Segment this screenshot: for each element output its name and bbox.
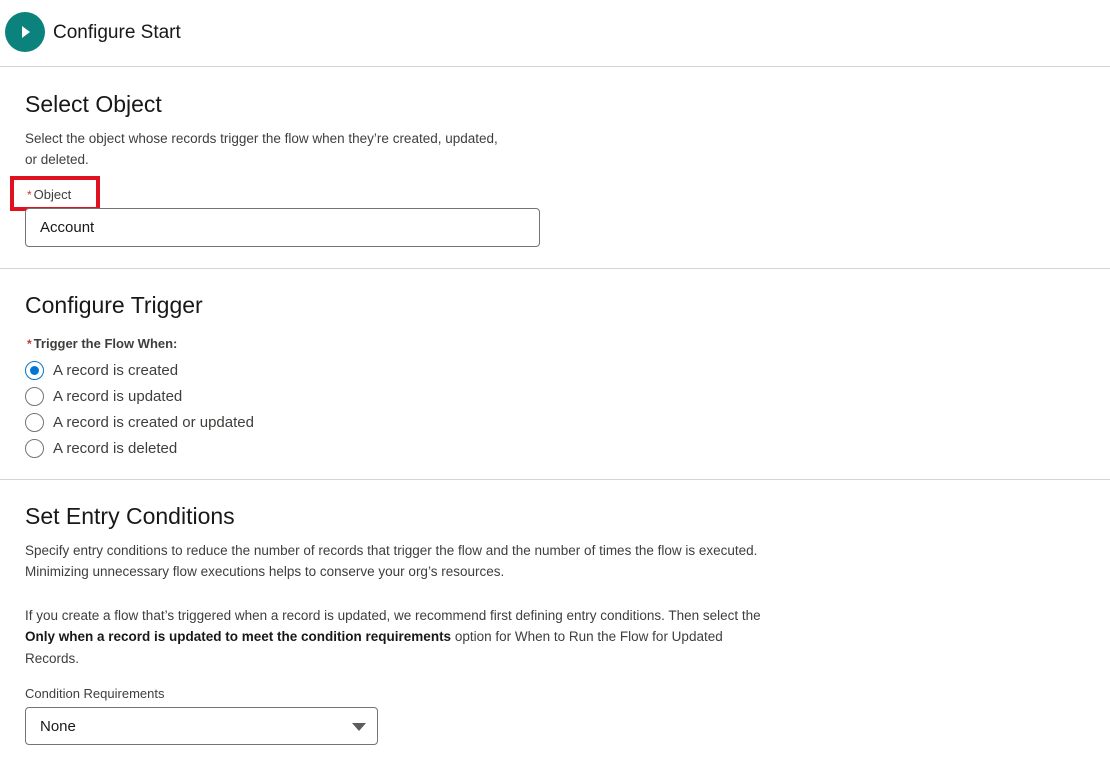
radio-label[interactable]: A record is deleted — [53, 440, 178, 457]
object-label-text: Object — [33, 187, 72, 202]
select-object-description-line2: or deleted. — [25, 152, 89, 167]
entry-conditions-para1-line2: Minimizing unnecessary flow executions helps to conserve your org’s resources. — [25, 564, 505, 579]
select-value: None — [40, 718, 76, 735]
chevron-down-icon — [352, 723, 366, 731]
section-divider — [0, 479, 1110, 480]
trigger-group-label-text: Trigger the Flow When: — [33, 336, 178, 351]
required-marker: * — [27, 188, 32, 202]
trigger-group-label — [27, 336, 177, 351]
object-input[interactable]: Account — [25, 208, 540, 247]
entry-conditions-para2-line1: If you create a flow that’s triggered when a record is updated, we recommend first defining entry conditions. Then select the — [25, 608, 761, 623]
section-divider — [0, 268, 1110, 269]
radio-button[interactable] — [25, 387, 44, 406]
radio-button[interactable] — [25, 413, 44, 432]
select-object-description-line1: Select the object whose records trigger the flow when they’re created, updated, — [25, 131, 498, 146]
condition-requirements-select[interactable] — [25, 707, 378, 745]
radio-label[interactable]: A record is updated — [53, 388, 183, 405]
entry-conditions-para1-line1: Specify entry conditions to reduce the number of records that trigger the flow and the number of times the flow is executed. — [25, 543, 758, 558]
select-object-heading: Select Object — [25, 91, 162, 117]
play-icon — [5, 12, 45, 52]
radio-button[interactable] — [25, 439, 44, 458]
entry-conditions-para2-line2 — [25, 626, 723, 647]
radio-label[interactable]: A record is created or updated — [53, 414, 254, 431]
condition-requirements-label: Condition Requirements — [25, 686, 165, 701]
entry-conditions-para2-line3: Records. — [25, 651, 80, 666]
panel-header — [0, 0, 1110, 67]
entry-conditions-para2-line2-rest: option for When to Run the Flow for Updated — [451, 629, 723, 644]
header-title: Configure Start — [53, 22, 181, 43]
radio-button-checked[interactable] — [25, 361, 44, 380]
required-marker: * — [27, 337, 32, 351]
configure-trigger-heading: Configure Trigger — [25, 292, 203, 318]
bold-option-name: Only when a record is updated to meet the condition requirements — [25, 629, 452, 644]
object-field-label — [27, 187, 71, 202]
entry-conditions-heading: Set Entry Conditions — [25, 503, 235, 529]
radio-label[interactable]: A record is created — [53, 362, 179, 379]
